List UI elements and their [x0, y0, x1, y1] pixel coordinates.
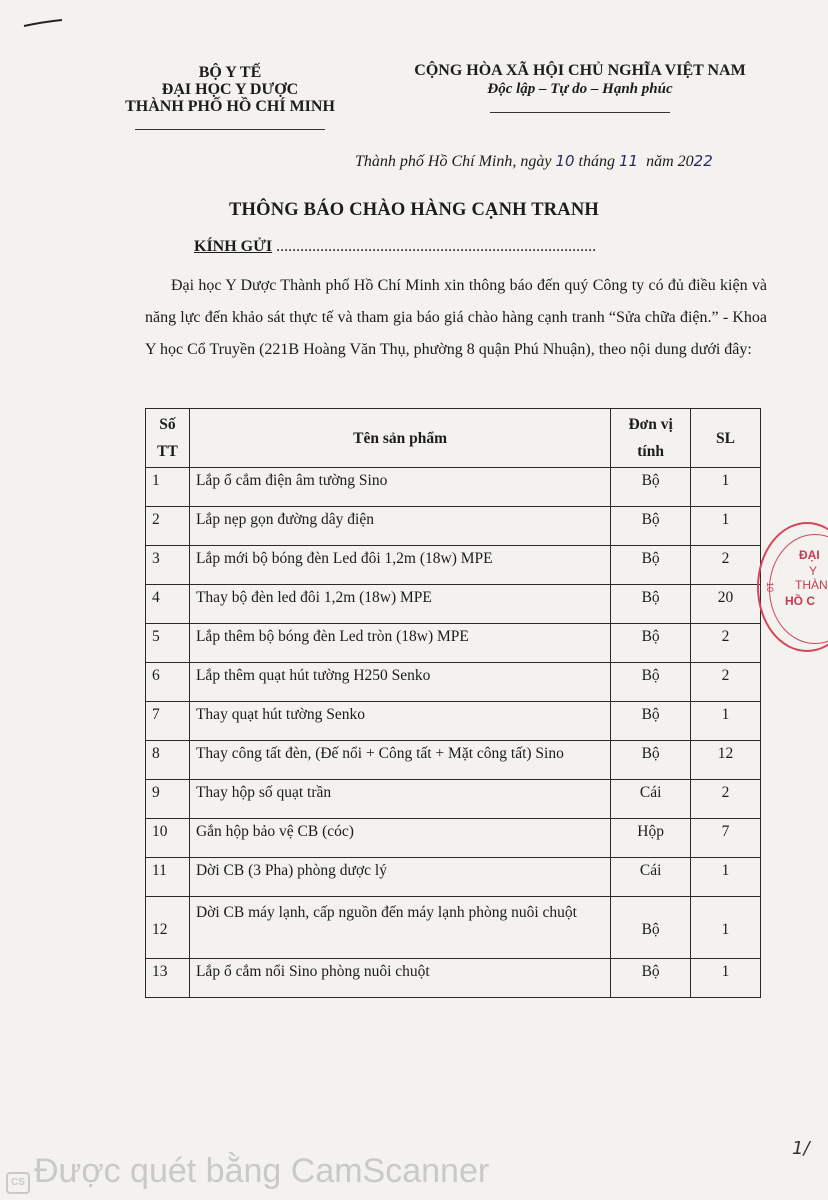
- cell-product-name: Gắn hộp bảo vệ CB (cóc): [189, 819, 610, 858]
- seal-side-text: 10: [765, 582, 775, 593]
- city-name: THÀNH PHỐ HỒ CHÍ MINH: [125, 98, 335, 115]
- cell-stt: 10: [146, 819, 190, 858]
- seal-text: THÀN: [795, 578, 828, 592]
- cell-stt: 8: [146, 741, 190, 780]
- cell-quantity: 1: [691, 507, 761, 546]
- national-header: [380, 62, 780, 113]
- table-row: [146, 897, 761, 959]
- seal-text: Y: [809, 564, 818, 578]
- table-row: [146, 858, 761, 897]
- cell-quantity: 2: [691, 624, 761, 663]
- cell-product-name: Lắp thêm quạt hút tường H250 Senko: [189, 663, 610, 702]
- cell-product-name: Lắp nẹp gọn đường dây điện: [189, 507, 610, 546]
- date-day: 10: [555, 152, 575, 170]
- header-unit: Đơn vị tính: [611, 409, 691, 468]
- cell-quantity: 20: [691, 585, 761, 624]
- date-line: [355, 152, 713, 171]
- university-name: ĐẠI HỌC Y DƯỢC: [161, 81, 299, 98]
- table-header-row: [146, 409, 761, 468]
- cell-unit: Bộ: [611, 741, 691, 780]
- cell-stt: 4: [146, 585, 190, 624]
- cell-unit: Cái: [611, 858, 691, 897]
- cell-product-name: Thay hộp số quạt trần: [189, 780, 610, 819]
- header-rule-right: [490, 112, 670, 113]
- cell-stt: 2: [146, 507, 190, 546]
- cell-product-name: Dời CB máy lạnh, cấp nguồn đến máy lạnh phòng nuôi chuột: [189, 897, 610, 959]
- watermark-text: Được quét bằng CamScanner: [34, 1152, 490, 1190]
- seal-text: ĐẠI: [799, 548, 820, 562]
- cell-unit: Hộp: [611, 819, 691, 858]
- cell-product-name: Thay quạt hút tường Senko: [189, 702, 610, 741]
- date-prefix: Thành phố Hồ Chí Minh, ngày: [355, 153, 552, 170]
- document-title: THÔNG BÁO CHÀO HÀNG CẠNH TRANH: [228, 200, 600, 220]
- table-row: [146, 585, 761, 624]
- date-year: 22: [693, 152, 713, 170]
- cell-product-name: Lắp ổ cắm nổi Sino phòng nuôi chuột: [189, 959, 610, 998]
- cell-product-name: Thay công tất đèn, (Đế nổi + Công tất + Mặt công tất) Sino: [189, 741, 610, 780]
- date-year-label: năm 20: [646, 153, 694, 170]
- intro-paragraph: [145, 270, 767, 366]
- table-row: [146, 741, 761, 780]
- official-seal: [757, 522, 828, 652]
- seal-text: HỒ C: [785, 594, 815, 608]
- cell-unit: Bộ: [611, 468, 691, 507]
- cell-product-name: Dời CB (3 Pha) phòng dược lý: [189, 858, 610, 897]
- scanner-watermark: [6, 1150, 489, 1200]
- nation-name: CỘNG HÒA XÃ HỘI CHỦ NGHĨA VIỆT NAM: [414, 62, 746, 79]
- cell-stt: 5: [146, 624, 190, 663]
- cell-stt: 9: [146, 780, 190, 819]
- intro-text: Đại học Y Dược Thành phố Hồ Chí Minh xin thông báo đến quý Công ty có đủ điều kiện và năng lực đến khảo sát thực tế và tham gia báo giá chào hàng cạnh tranh “Sửa chữa điện.” - Khoa Y học Cổ Truyền (221B Hoàng Văn Thụ, phường 8 quận Phú Nhuận), theo nội dung dưới đây:: [145, 277, 767, 358]
- recipient-dots: ................................................................................: [272, 238, 597, 255]
- cell-unit: Bộ: [611, 702, 691, 741]
- issuing-agency: [100, 64, 360, 130]
- cell-unit: Cái: [611, 780, 691, 819]
- cell-product-name: Lắp ổ cắm điện âm tường Sino: [189, 468, 610, 507]
- cell-quantity: 1: [691, 897, 761, 959]
- camscanner-logo-icon: CS: [6, 1172, 30, 1194]
- header-stt: Số TT: [146, 409, 190, 468]
- cell-quantity: 12: [691, 741, 761, 780]
- ministry-name: BỘ Y TẾ: [198, 64, 262, 81]
- cell-quantity: 1: [691, 858, 761, 897]
- cell-stt: 6: [146, 663, 190, 702]
- header-product-name: Tên sản phẩm: [189, 409, 610, 468]
- table-row: [146, 819, 761, 858]
- product-table: [145, 408, 761, 998]
- recipient-label: KÍNH GỬI: [194, 238, 273, 255]
- page-number: 1/: [792, 1138, 810, 1159]
- cell-unit: Bộ: [611, 624, 691, 663]
- cell-product-name: Thay bộ đèn led đôi 1,2m (18w) MPE: [189, 585, 610, 624]
- cell-quantity: 1: [691, 959, 761, 998]
- cell-stt: 11: [146, 858, 190, 897]
- cell-quantity: 2: [691, 780, 761, 819]
- table-row: [146, 663, 761, 702]
- cell-unit: Bộ: [611, 663, 691, 702]
- cell-stt: 7: [146, 702, 190, 741]
- table-row: [146, 702, 761, 741]
- cell-product-name: Lắp mới bộ bóng đèn Led đôi 1,2m (18w) MPE: [189, 546, 610, 585]
- table-row: [146, 959, 761, 998]
- table-row: [146, 507, 761, 546]
- header-quantity: SL: [691, 409, 761, 468]
- cell-quantity: 1: [691, 702, 761, 741]
- cell-unit: Bộ: [611, 546, 691, 585]
- cell-unit: Bộ: [611, 585, 691, 624]
- date-month: 11: [619, 152, 639, 170]
- cell-unit: Bộ: [611, 959, 691, 998]
- cell-quantity: 2: [691, 546, 761, 585]
- cell-unit: Bộ: [611, 897, 691, 959]
- cell-stt: 3: [146, 546, 190, 585]
- cell-quantity: 7: [691, 819, 761, 858]
- header-rule-left: [135, 129, 325, 130]
- recipient-line: [194, 238, 596, 256]
- pen-mark: [22, 14, 72, 34]
- cell-quantity: 2: [691, 663, 761, 702]
- cell-product-name: Lắp thêm bộ bóng đèn Led tròn (18w) MPE: [189, 624, 610, 663]
- cell-unit: Bộ: [611, 507, 691, 546]
- table-row: [146, 624, 761, 663]
- table-row: [146, 546, 761, 585]
- date-month-label: tháng: [578, 153, 615, 170]
- national-motto: Độc lập – Tự do – Hạnh phúc: [487, 81, 673, 97]
- cell-stt: 12: [146, 897, 190, 959]
- cell-stt: 13: [146, 959, 190, 998]
- cell-quantity: 1: [691, 468, 761, 507]
- table-row: [146, 780, 761, 819]
- cell-stt: 1: [146, 468, 190, 507]
- table-row: [146, 468, 761, 507]
